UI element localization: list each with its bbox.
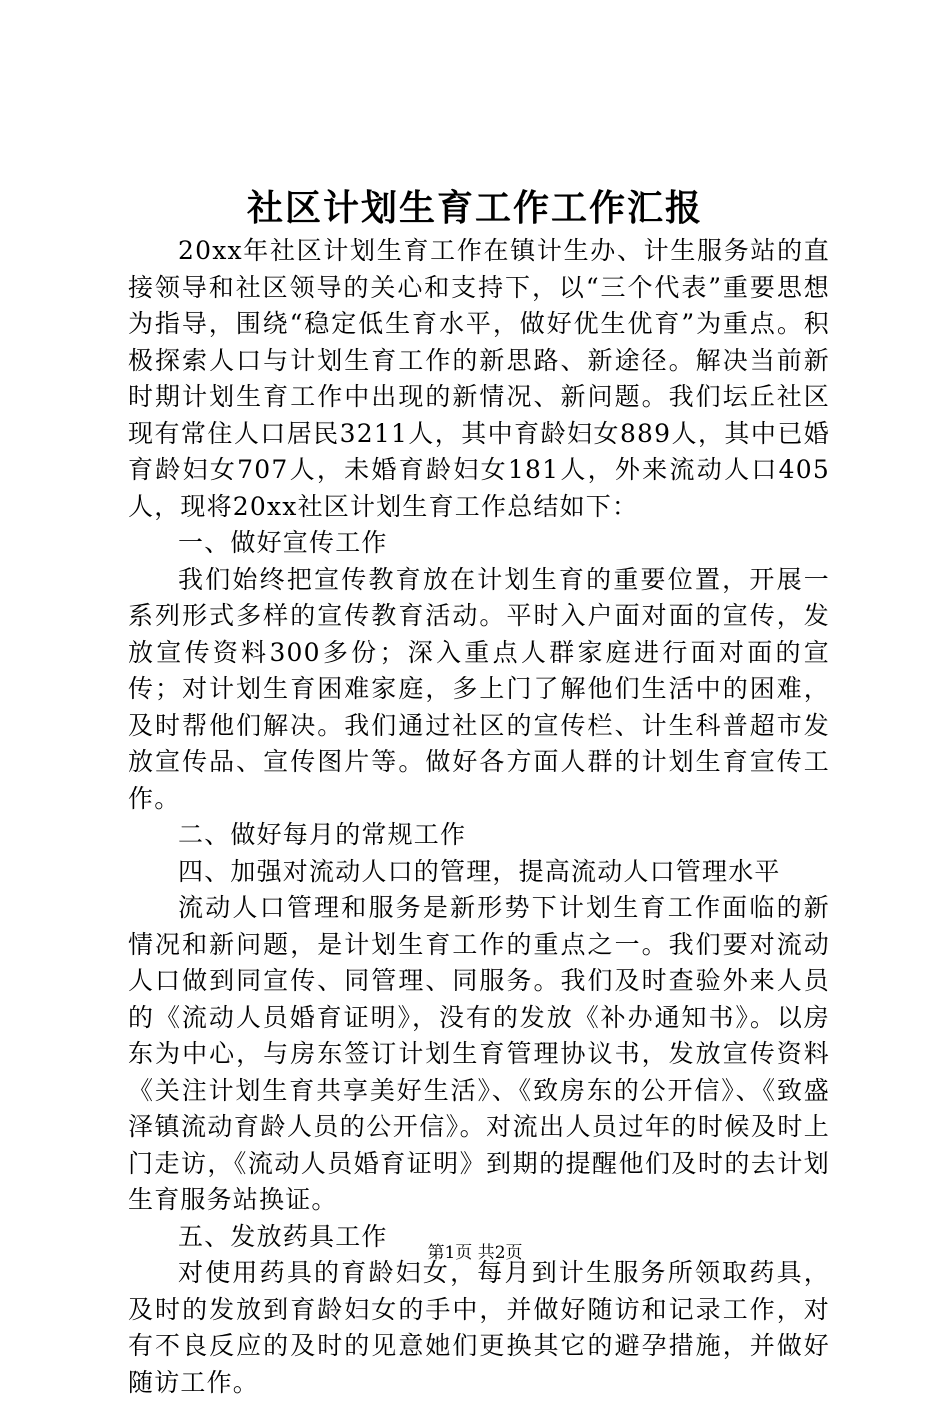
intro-paragraph: 20xx年社区计划生育工作在镇计生办、计生服务站的直接领导和社区领导的关心和支持下，以“三个代表”重要思想为指导，围绕“稳定低生育水平，做好优生优育”为重点。积极探索人口与计划生育工作的新思路、新途径。解决当前新时期计划生育工作中出现的新情况、新问题。我们坛丘社区现有常住人口居民3211人，其中育龄妇女889人，其中已婚育龄妇女707人，未婚育龄妇女181人，外来流动人口405人，现将20xx社区计划生育工作总结如下： (128, 236, 830, 521)
section-heading-routine: 二、做好每月的常规工作 (178, 820, 467, 849)
publicity-paragraph: 我们始终把宣传教育放在计划生育的重要位置，开展一系列形式多样的宣传教育活动。平时入户面对面的宣传，发放宣传资料300多份；深入重点人群家庭进行面对面的宣传；对计划生育困难家庭，多上门了解他们生活中的困难，及时帮他们解决。我们通过社区的宣传栏、计生科普超市发放宣传品、宣传图片等。做好各方面人群的计划生育宣传工作。 (128, 564, 830, 813)
document-title: 社区计划生育工作工作汇报 (246, 187, 703, 229)
page-footer: 第1页 共2页 (427, 1243, 523, 1263)
document-body (128, 233, 830, 1401)
contraceptives-paragraph: 对使用药具的育龄妇女，每月到计生服务所领取药具，及时的发放到育龄妇女的手中，并做好随访和记录工作，对有不良反应的及时的见意她们更换其它的避孕措施，并做好随访工作。 (128, 1258, 830, 1397)
section-heading-floating-population: 四、加强对流动人口的管理，提高流动人口管理水平 (178, 856, 781, 886)
floating-population-paragraph: 流动人口管理和服务是新形势下计划生育工作面临的新情况和新问题，是计划生育工作的重点之一。我们要对流动人口做到同宣传、同管理、同服务。我们及时查验外来人员的《流动人员婚育证明》，没有的发放《补办通知书》。以房东为中心，与房东签订计划生育管理协议书，发放宣传资料《关注计划生育共享美好生活》、《致房东的公开信》、《致盛泽镇流动育龄人员的公开信》。对流出人员过年的时候及时上门走访，《流动人员婚育证明》到期的提醒他们及时的去计划生育服务站换证。 (128, 893, 830, 1214)
section-heading-contraceptives: 五、发放药具工作 (178, 1221, 388, 1251)
section-heading-publicity: 一、做好宣传工作 (178, 528, 388, 557)
